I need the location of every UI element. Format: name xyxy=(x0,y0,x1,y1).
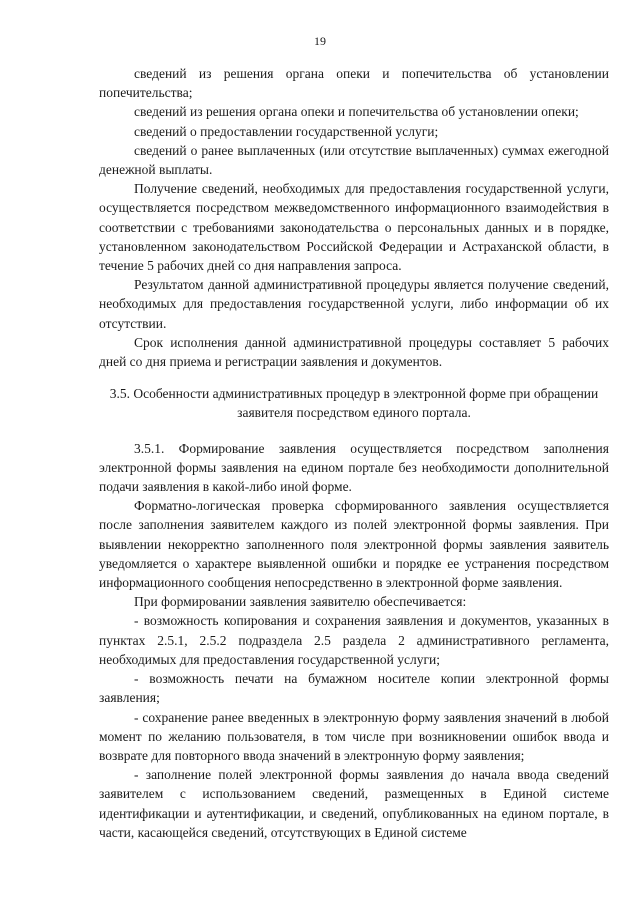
spacer xyxy=(99,371,609,384)
paragraph: сведений о ранее выплаченных (или отсутствие выплаченных) суммах ежегодной денежной выплаты. xyxy=(99,142,609,178)
paragraph: сведений о предоставлении государственной услуги; xyxy=(134,123,439,139)
list-item: - возможность печати на бумажном носителе копии электронной формы заявления; xyxy=(99,671,609,706)
page-number: 19 xyxy=(314,34,326,48)
paragraph: Срок исполнения данной административной процедуры составляет 5 рабочих дней со дня приема и регистрации заявления и документов. xyxy=(99,334,609,370)
paragraph: Форматно-логическая проверка сформированного заявления осуществляется после заполнения заявителем каждого из полей электронной формы заявления. При выявлении некорректно заполненного поля электронной формы заявления заявитель уведомляется о характере выявленной ошибки и порядке ее устранения посредством информационного сообщения непосредственно в электронной форме заявления. xyxy=(99,498,609,591)
list-item: - сохранение ранее введенных в электронную форму заявления значений в любой момент по желанию пользователя, в том числе при возникновении ошибок ввода и возврате для повторного ввода значений в электронную форму заявления; xyxy=(99,709,609,763)
paragraph: Результатом данной административной процедуры является получение сведений, необходимых для предоставления государственной услуги, либо информации об их отсутствии. xyxy=(99,277,609,331)
paragraph: Получение сведений, необходимых для предоставления государственной услуги, осуществляется посредством межведомственного информационного взаимодействия в соответствии с требованиями законодательства о персональных данных и в порядке, установленном законодательством Российской Федерации и Астраханской области, в течение 5 рабочих дней со дня направления запроса. xyxy=(99,181,609,274)
paragraph: 3.5.1. Формирование заявления осуществляется посредством заполнения электронной формы заявления на едином портале без необходимости дополнительной подачи заявления в какой-либо иной форме. xyxy=(99,440,609,495)
list-item: - заполнение полей электронной формы заявления до начала ввода сведений заявителем с использованием сведений, размещенных в Единой системе идентификации и аутентификации, и сведений, опубликованных на едином портале, в части, касающейся сведений, отсутствующих в Единой системе xyxy=(99,767,609,840)
section-heading: 3.5. Особенности административных процедур в электронной форме при обращении заявителя посредством единого портала. xyxy=(109,386,599,421)
paragraph: сведений из решения органа опеки и попечительства об установлении попечительства; xyxy=(99,66,609,101)
spacer xyxy=(99,423,609,439)
list-item: - возможность копирования и сохранения заявления и документов, указанных в пунктах 2.5.1, 2.5.2 подраздела 2.5 раздела 2 административного регламента, необходимых для предоставления государственной услуги; xyxy=(99,613,609,667)
document-body xyxy=(99,64,609,842)
paragraph: сведений из решения органа опеки и попечительства об установлении опеки; xyxy=(134,104,579,120)
paragraph: При формировании заявления заявителю обеспечивается: xyxy=(134,594,467,610)
